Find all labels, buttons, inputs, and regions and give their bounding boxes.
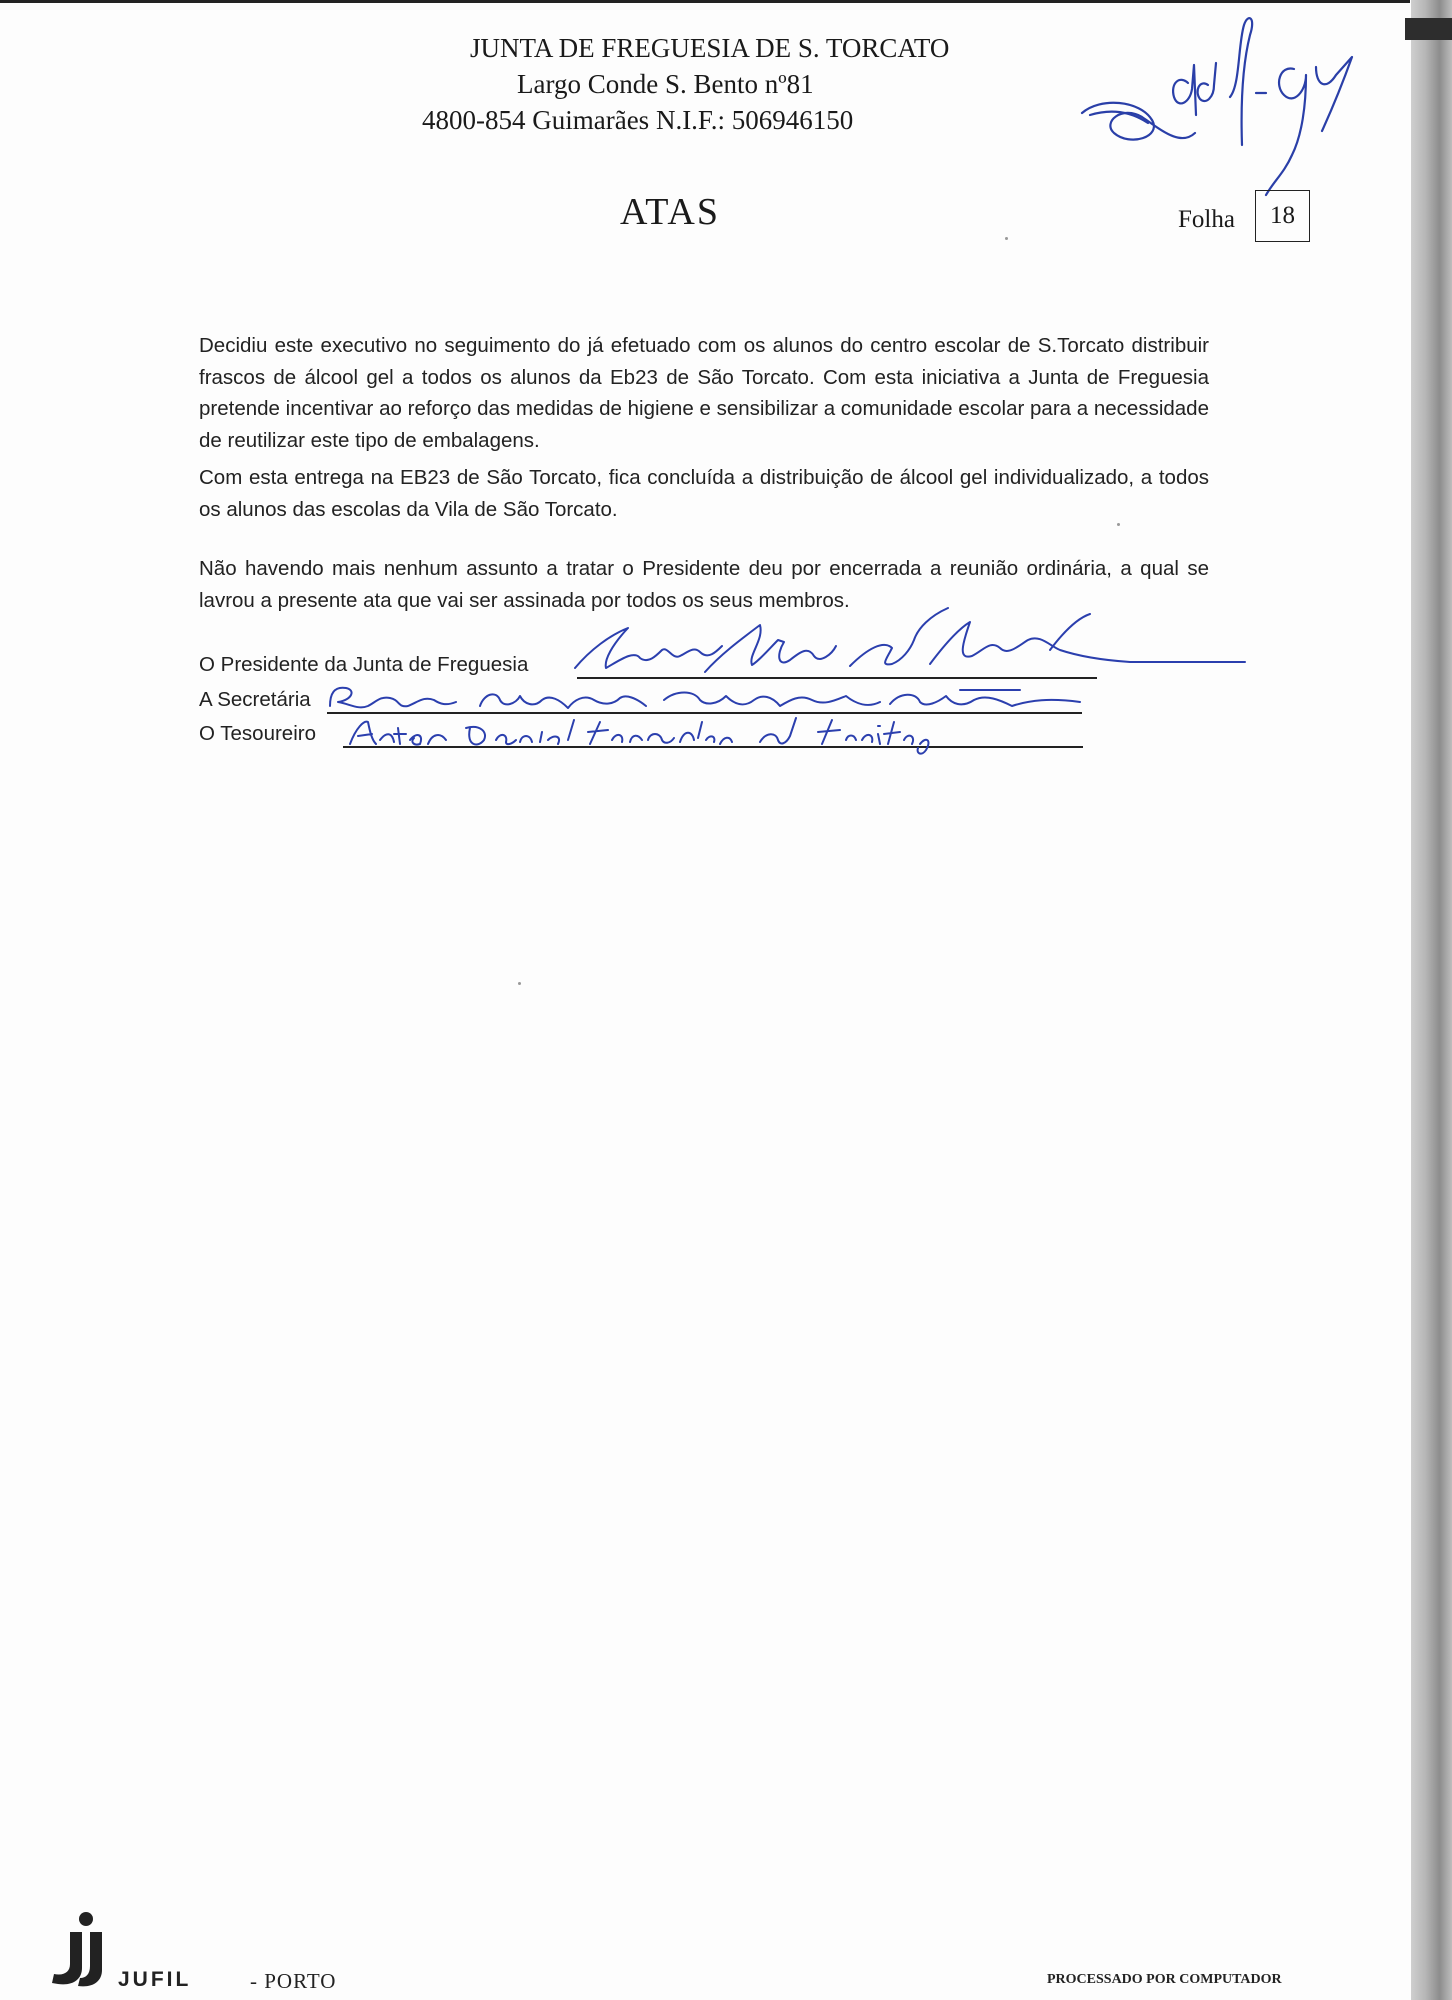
presidente-signature <box>575 608 1245 672</box>
sheet-label: Folha <box>1178 206 1235 233</box>
scan-speck <box>1005 237 1008 240</box>
minutes-paragraph-2-text: Com esta entrega na EB23 de São Torcato, fica concluída a distribuição de álcool gel individualizado, a todos os alunos das escolas da Vila de São Torcato. <box>199 466 1209 521</box>
document-title: ATAS <box>620 191 720 233</box>
footer-processed-note: PROCESSADO POR COMPUTADOR <box>1047 1972 1282 1987</box>
secretaria-signature <box>330 688 1080 708</box>
footer-brand: JUFIL <box>118 1968 192 1991</box>
parish-postal-nif: 4800-854 Guimarães N.I.F.: 506946150 <box>422 105 854 135</box>
tesoureiro-signature <box>350 718 928 754</box>
scan-speck <box>1117 523 1120 526</box>
jufil-logo-icon <box>48 1910 118 1990</box>
tesoureiro-label: O Tesoureiro <box>199 722 316 745</box>
footer-city: - PORTO <box>250 1969 337 1993</box>
minutes-paragraph-3: Não havendo mais nenhum assunto a tratar o Presidente deu por encerrada a reunião ordinária, a qual se lavrou a presente ata que vai ser assinada por todos os seus membros. <box>199 557 1209 612</box>
sheet-number: 18 <box>1255 190 1310 242</box>
secretaria-label: A Secretária <box>199 688 311 711</box>
parish-address: Largo Conde S. Bento nº81 <box>517 69 814 99</box>
parish-name: JUNTA DE FREGUESIA DE S. TORCATO <box>470 33 950 63</box>
handwritten-signatures <box>0 0 1452 800</box>
minutes-paragraph-1: Decidiu este executivo no seguimento do já efetuado com os alunos do centro escolar de S.Torcato distribuir frascos de álcool gel a todos os alunos da Eb23 de São Torcato. Com esta iniciativa a Junta de Freguesia pretende incentivar ao reforço das medidas de higiene e sensibilizar a comunidade escolar para a necessidade de reutilizar este tipo de embalagens. <box>199 334 1209 452</box>
presidente-label: O Presidente da Junta de Freguesia <box>199 653 529 676</box>
scan-speck <box>518 982 521 985</box>
